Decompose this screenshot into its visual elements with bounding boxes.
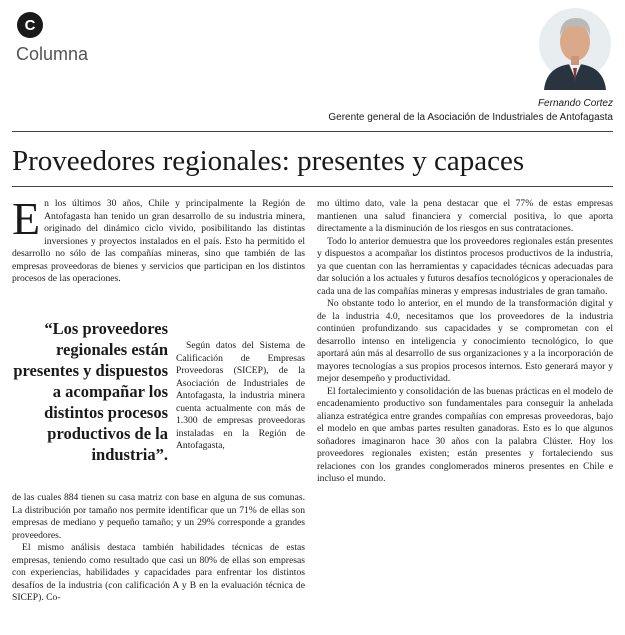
headline-divider: [12, 186, 613, 187]
paragraph: El mismo análisis destaca también habilidades técnicas de estas empresas, teniendo como resultado que casi un 80% de ellas son empresas con experiencias, habilidades y capacidades para enfrentar los distintos desafíos de la industria (con calificación A y B en la evaluación técnica de SICEP). Co-: [12, 542, 305, 603]
pull-quote: “Los proveedores regionales están presentes y dispuestos a acompañar los distintos procesos productivos de la industria”.: [13, 319, 168, 464]
author-portrait: [536, 8, 614, 90]
author-name: Fernando Cortez: [537, 98, 613, 109]
article-column-1-inset: [176, 340, 305, 453]
article-column-2: [317, 198, 613, 486]
paragraph: Todo lo anterior demuestra que los proveedores regionales están presentes y dispuestos a acompañar los distintos procesos productivos de la industria, ya que cuentan con las herramientas y capacidades técnicas adecuadas para dar solución a los actuales y futuros desafíos tecnológicos y operacionales de cada una de las compañías mineras y empresas industriales de gran tamaño.: [317, 235, 613, 297]
author-role: Gerente general de la Asociación de Industriales de Antofagasta: [328, 112, 613, 123]
article-column-1-bottom: [12, 492, 305, 605]
section-label: Columna: [16, 44, 89, 64]
section-badge: C: [17, 12, 43, 38]
article-column-1-top: [12, 193, 305, 286]
dropcap: E: [12, 193, 41, 244]
header-divider: [12, 131, 613, 132]
paragraph: n los últimos 30 años, Chile y principalmente la Región de Antofagasta han tenido un gran desarrollo de su industria minera, originado del dinámico ciclo vivido, posibilitando las distintas inversiones y proyectos instalados en el país. Esto ha permitido el desarrollo no sólo de las compañías mineras, sino que también de las empresas proveedoras de bienes y servicios que participan en los distintos procesos de las operaciones.: [12, 198, 305, 284]
paragraph: mo último dato, vale la pena destacar que el 77% de estas empresas mantienen una salud financiera y comercial positiva, lo que aporta directamente a la disminución de los riesgos en sus contrataciones.: [317, 198, 613, 234]
paragraph: de las cuales 884 tienen su casa matriz con base en alguna de sus comunas. La distribución por tamaño nos permite identificar que un 71% de ellas son empresas de mediano y pequeño tamaño; y un 29% corresponde a grandes proveedores.: [12, 492, 305, 541]
author-byline: [328, 97, 613, 125]
paragraph: El fortalecimiento y consolidación de las buenas prácticas en el modelo de encadenamiento productivo son fundamentales para conseguir la anhelada alianza estratégica entre grandes compañías con empresas proveedoras, bajo el modelo en que ambas partes resulten ganadoras. Esto es lo que algunos soñadores imaginaron hace 30 años con la palabra Clúster. Hoy los proveedores regionales existen; están presentes y fortaleciendo sus relaciones con los grandes conglomerados mineros presentes en Chile e incluso el mundo.: [317, 385, 613, 484]
paragraph: No obstante todo lo anterior, en el mundo de la transformación digital y de la industria 4.0, necesitamos que los proveedores de la industria continúen profundizando sus capacidades y se comprometan con el desarrollo intenso en inteligencia y conocimiento tecnológico, lo que aportará aún más al desarrollo de sus organizaciones y a la incorporación de mayores tecnologías a sus propios procesos internos. Esto generará mayor y mejor desempeño y productividad.: [317, 298, 613, 384]
paragraph: Según datos del Sistema de Calificación de Empresas Proveedoras (SICEP), de la Asociación de Industriales de Antofagasta, la industria minera cuenta actualmente con más de 1.300 de empresas proveedoras instaladas en la Región de Antofagasta,: [176, 340, 305, 451]
article-headline: Proveedores regionales: presentes y capaces: [12, 145, 525, 177]
